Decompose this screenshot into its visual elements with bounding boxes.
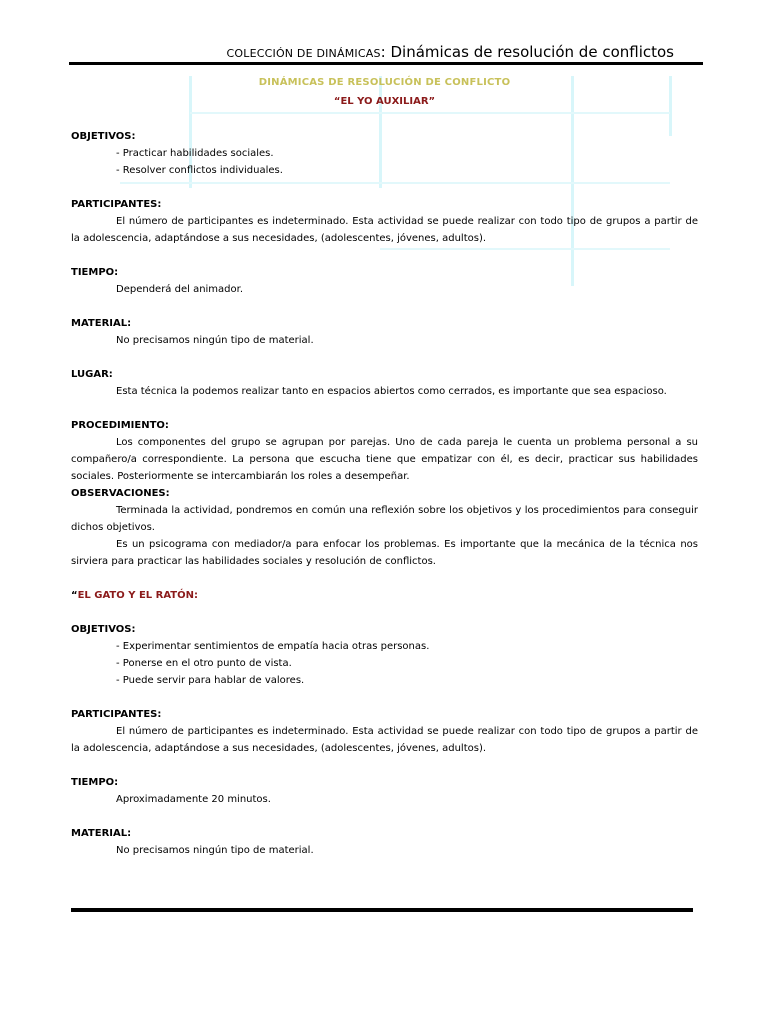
objetivos-heading: OBJETIVOS:: [71, 131, 136, 142]
participantes-heading: PARTICIPANTES:: [71, 199, 162, 210]
material-text: No precisamos ningún tipo de material.: [116, 845, 314, 856]
tiempo-text: Dependerá del animador.: [116, 284, 244, 295]
document-body: [71, 74, 698, 859]
footer-rule: [71, 908, 693, 912]
procedimiento-heading: PROCEDIMIENTO:: [71, 420, 169, 431]
list-item: - Ponerse en el otro punto de vista.: [116, 658, 292, 669]
procedimiento-text: Los componentes del grupo se agrupan por parejas. Uno de cada pareja le cuenta un problema personal a su compañero/a correspondiente. La persona que escucha tiene que empatizar con él, es decir, practicar sus habilidades sociales. Posteriormente se intercambiarán los roles a desempeñar.: [71, 437, 698, 482]
tiempo-text: Aproximadamente 20 minutos.: [116, 794, 271, 805]
collection-label: COLECCIÓN DE DINÁMICAS: [226, 47, 381, 60]
document-title: DINÁMICAS DE RESOLUCIÓN DE CONFLICTO: [258, 77, 511, 88]
header-subtitle: Dinámicas de resolución de conflictos: [385, 43, 674, 61]
tiempo-heading: TIEMPO:: [71, 267, 119, 278]
participantes-text: El número de participantes es indeterminado. Esta actividad se puede realizar con todo tipo de grupos a partir de la adolescencia, adaptándose a sus necesidades, (adolescentes, jóvenes, adultos).: [71, 726, 698, 754]
activity-title: “EL YO AUXILIAR”: [333, 96, 436, 107]
activity-name: EL GATO Y EL RATÓN:: [77, 590, 198, 601]
list-item: - Puede servir para hablar de valores.: [116, 675, 305, 686]
header-rule: [69, 62, 703, 65]
tiempo-heading: TIEMPO:: [71, 777, 119, 788]
material-text: No precisamos ningún tipo de material.: [116, 335, 314, 346]
participantes-text: El número de participantes es indeterminado. Esta actividad se puede realizar con todo tipo de grupos a partir de la adolescencia, adaptándose a sus necesidades, (adolescentes, jóvenes, adultos).: [71, 216, 698, 244]
list-item: - Resolver conflictos individuales.: [116, 165, 283, 176]
material-heading: MATERIAL:: [71, 318, 132, 329]
header-separator: :: [380, 43, 386, 61]
observaciones-text: Terminada la actividad, pondremos en común una reflexión sobre los objetivos y los procedimientos para conseguir dichos objetivos.: [71, 505, 698, 533]
material-heading: MATERIAL:: [71, 828, 132, 839]
activity-title-2: [71, 587, 698, 604]
list-item: - Experimentar sentimientos de empatía hacia otras personas.: [116, 641, 430, 652]
page-header: [70, 42, 674, 61]
list-item: - Practicar habilidades sociales.: [116, 148, 274, 159]
lugar-heading: LUGAR:: [71, 369, 113, 380]
lugar-text: Esta técnica la podemos realizar tanto en espacios abiertos como cerrados, es importante que sea espacioso.: [116, 386, 667, 397]
observaciones-heading: OBSERVACIONES:: [71, 488, 170, 499]
observaciones-text: Es un psicograma con mediador/a para enfocar los problemas. Es importante que la mecánica de la técnica nos sirviera para practicar las habilidades sociales y resolución de conflictos.: [71, 539, 698, 567]
objetivos-heading: OBJETIVOS:: [71, 624, 136, 635]
participantes-heading: PARTICIPANTES:: [71, 709, 162, 720]
quote-mark: “: [71, 590, 78, 601]
